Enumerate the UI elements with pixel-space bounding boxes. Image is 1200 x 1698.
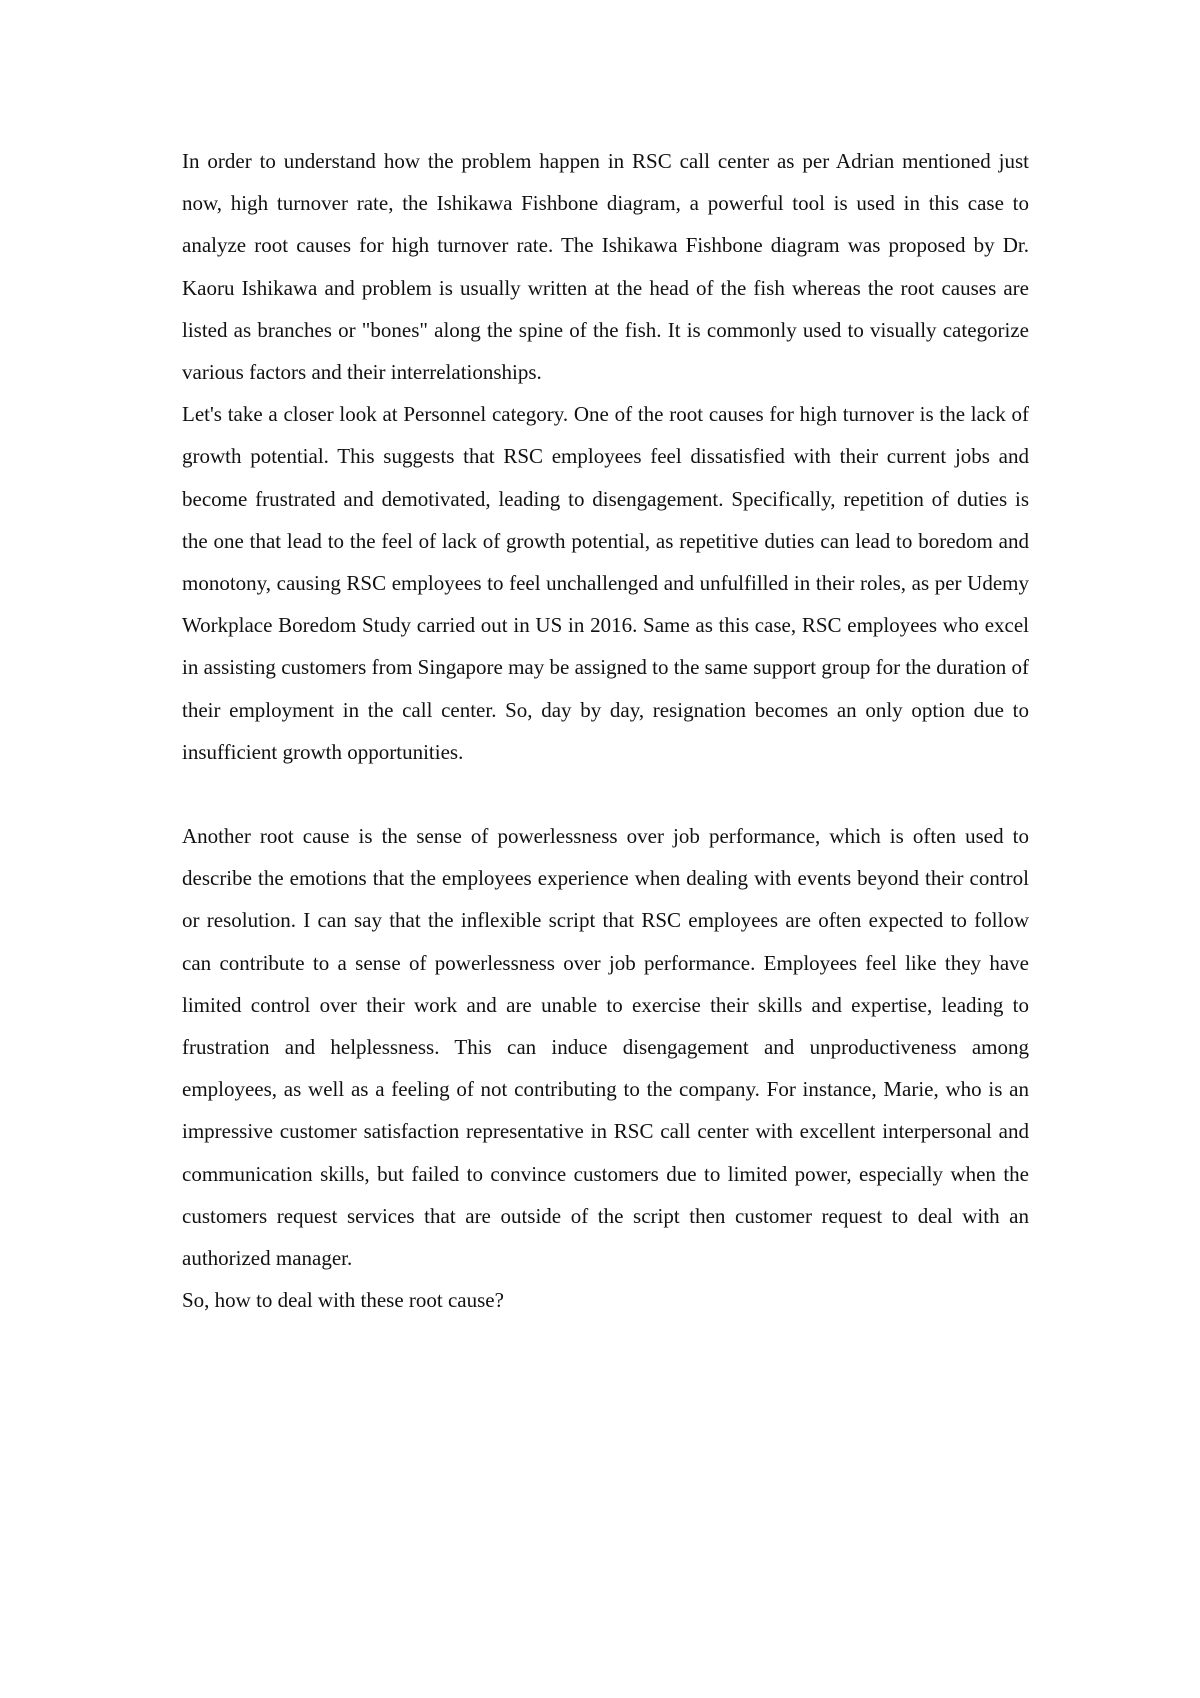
paragraph-spacer [182, 773, 1029, 815]
paragraph-closing-question: So, how to deal with these root cause? [182, 1288, 504, 1313]
paragraph-growth-potential: Let's take a closer look at Personnel category. One of the root causes for high turnover is the lack of growth potential. This suggests that RSC employees feel dissatisfied with their current jobs and become frustrated and demotivated, leading to disengagement. Specifically, repetition of duties is the one that lead to the feel of lack of growth potential, as repetitive duties can lead to boredom and monotony, causing RSC employees to feel unchallenged and unfulfilled in their roles, as per Udemy Workplace Boredom Study carried out in US in 2016. Same as this case, RSC employees who excel in assisting customers from Singapore may be assigned to the same support group for the duration of their employment in the call center. So, day by day, resignation becomes an only option due to insufficient growth opportunities. [182, 402, 1029, 764]
document-body [182, 140, 1029, 1321]
paragraph-fishbone-intro: In order to understand how the problem happen in RSC call center as per Adrian mentioned just now, high turnover rate, the Ishikawa Fishbone diagram, a powerful tool is used in this case to analyze root causes for high turnover rate. The Ishikawa Fishbone diagram was proposed by Dr. Kaoru Ishikawa and problem is usually written at the head of the fish whereas the root causes are listed as branches or "bones" along the spine of the fish. It is commonly used to visually categorize various factors and their interrelationships. [182, 149, 1029, 385]
paragraph-powerlessness: Another root cause is the sense of powerlessness over job performance, which is often used to describe the emotions that the employees experience when dealing with events beyond their control or resolution. I can say that the inflexible script that RSC employees are often expected to follow can contribute to a sense of powerlessness over job performance. Employees feel like they have limited control over their work and are unable to exercise their skills and expertise, leading to frustration and helplessness. This can induce disengagement and unproductiveness among employees, as well as a feeling of not contributing to the company. For instance, Marie, who is an impressive customer satisfaction representative in RSC call center with excellent interpersonal and communication skills, but failed to convince customers due to limited power, especially when the customers request services that are outside of the script then customer request to deal with an authorized manager. [182, 824, 1029, 1271]
